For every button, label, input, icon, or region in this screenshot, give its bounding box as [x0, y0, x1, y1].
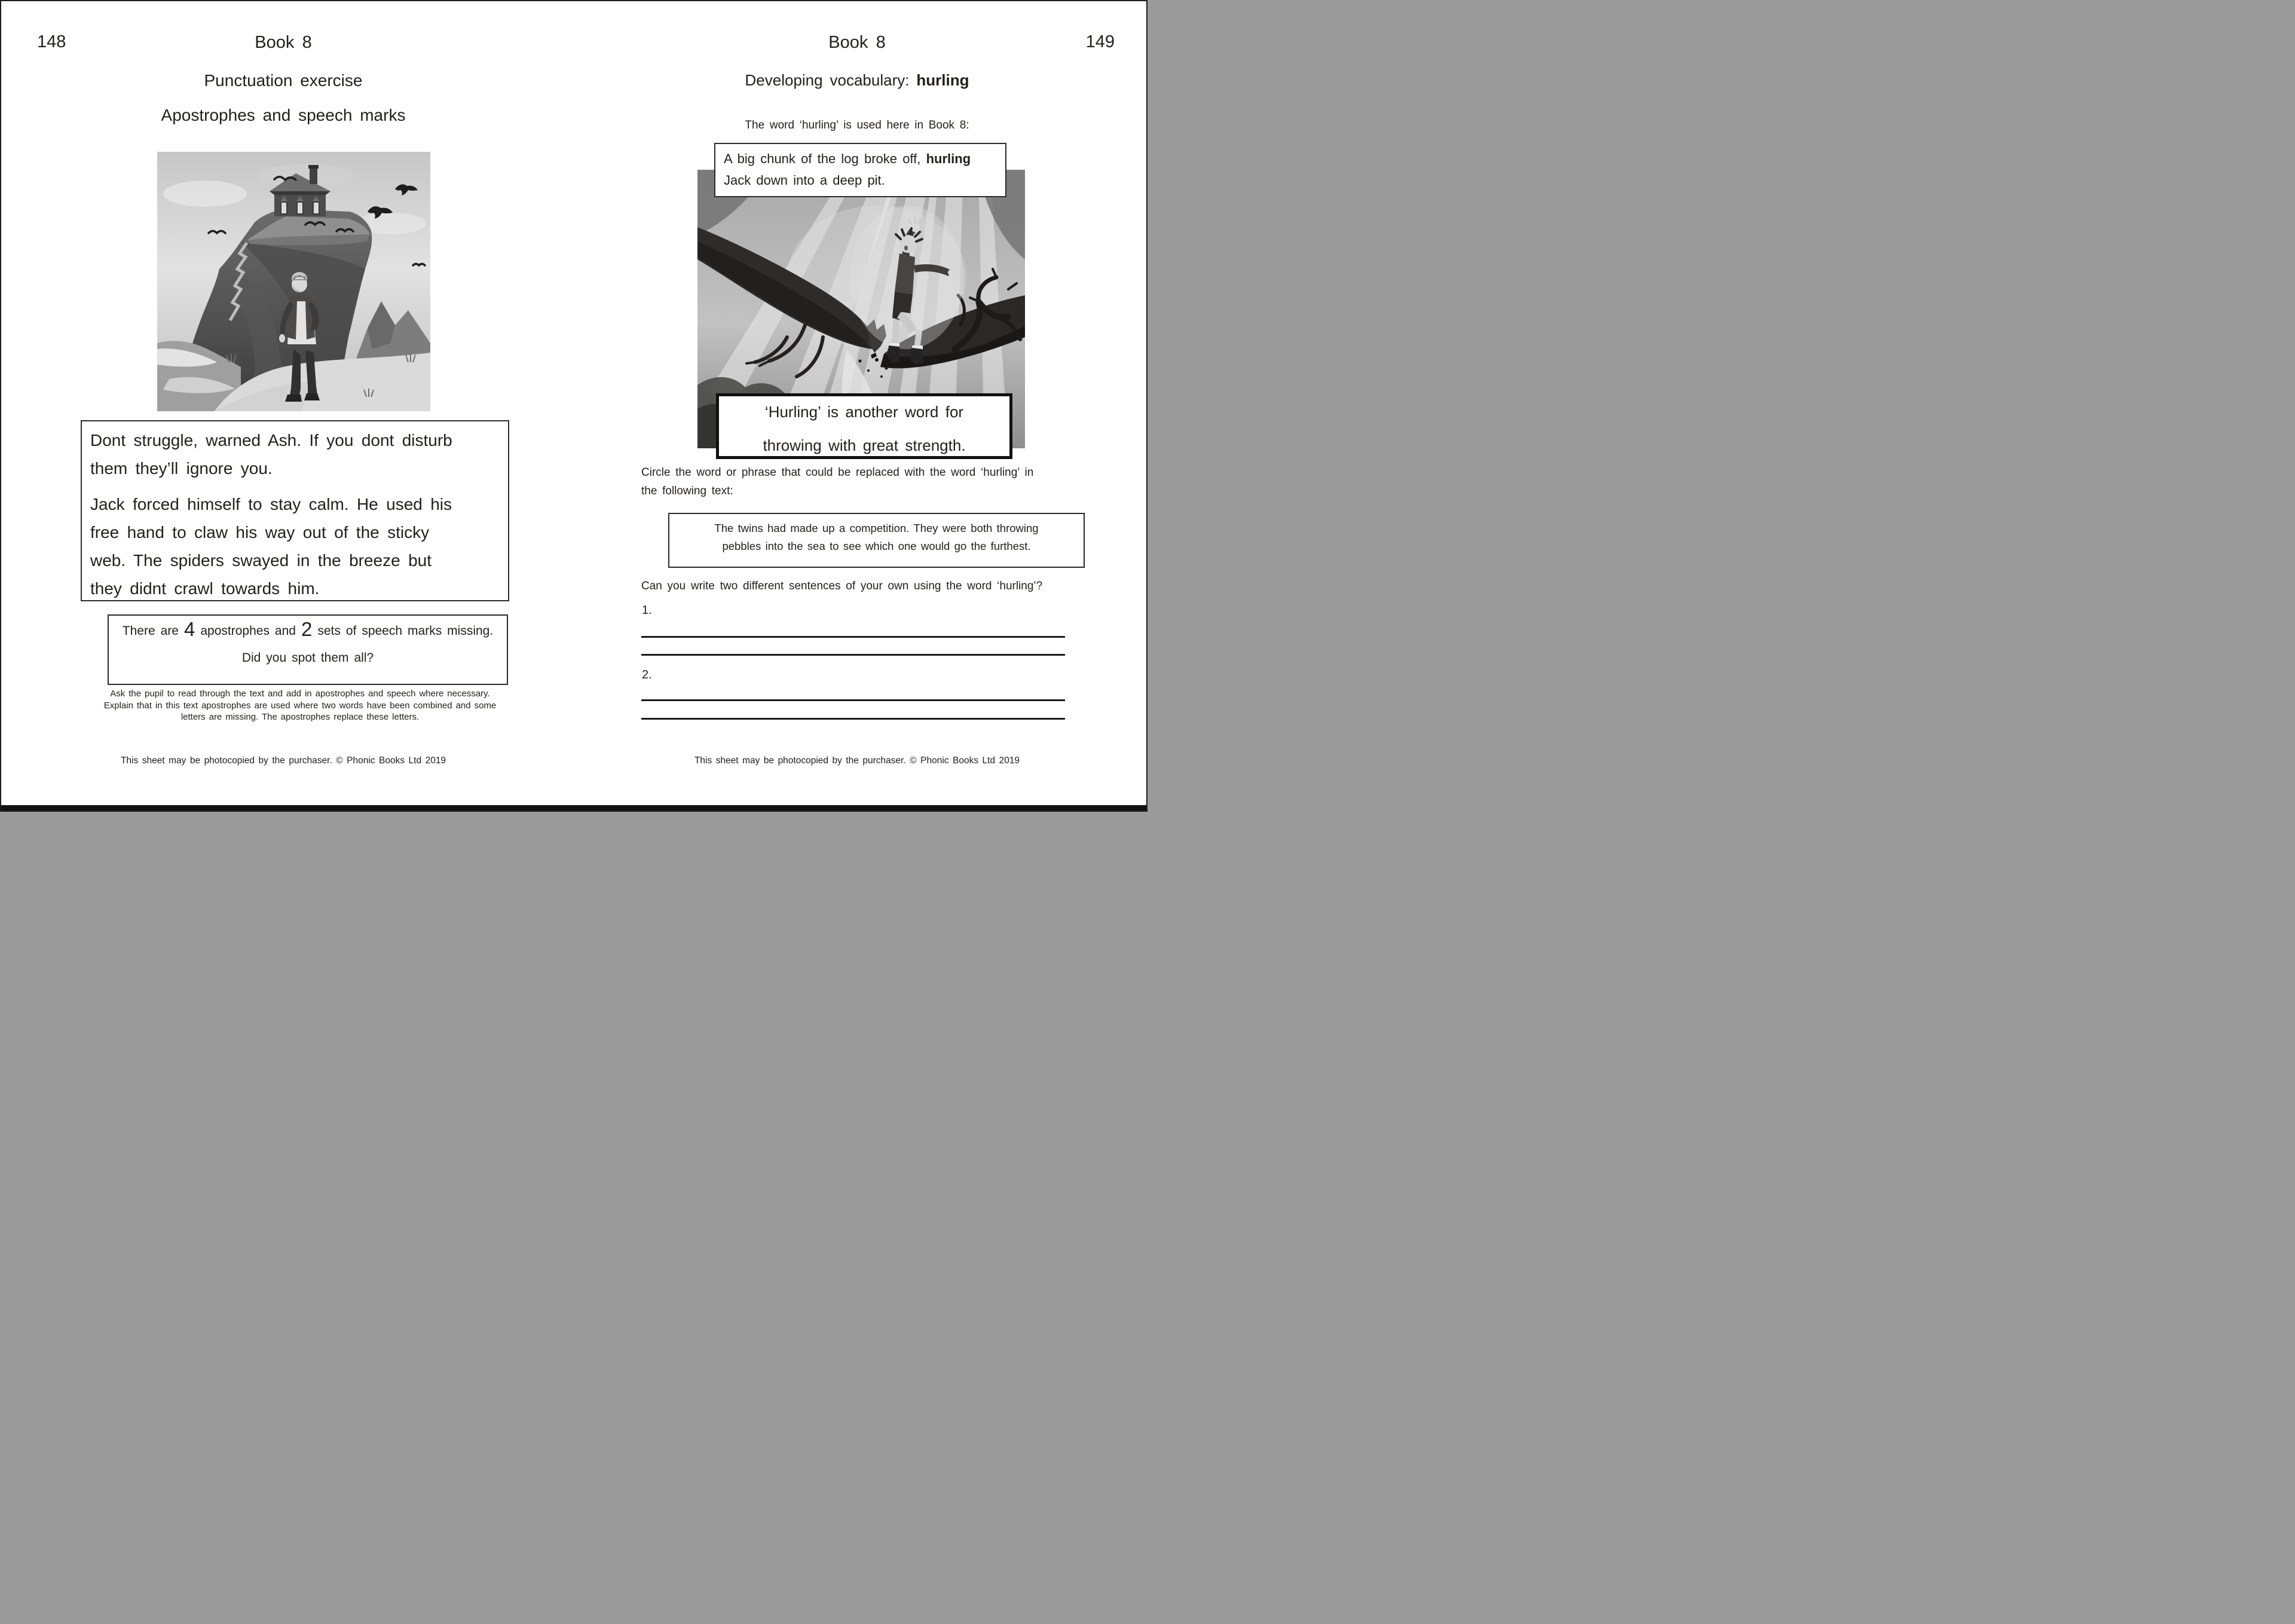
passage-line: Jack forced himself to stay calm. He used his: [90, 495, 452, 513]
cliff-house-illustration: [157, 152, 430, 411]
question-2-label: 2.: [642, 668, 652, 681]
hint-count-speech-marks: 2: [301, 618, 313, 640]
subtitle-apostrophes: Apostrophes and speech marks: [161, 106, 406, 124]
writing-line: [641, 654, 1065, 656]
circle-instruction-line: the following text:: [641, 484, 733, 497]
quote-line: Jack down into a deep pit.: [724, 173, 885, 188]
quote-bold-word: hurling: [926, 151, 971, 166]
definition-line: throwing with great strength.: [763, 436, 966, 454]
definition-line: ‘Hurling’ is another word for: [764, 403, 964, 421]
hint-text: apostrophes and: [200, 624, 296, 638]
passage-line: free hand to claw his way out of the sticky: [90, 523, 430, 542]
page-title-prefix: Developing vocabulary:: [745, 71, 917, 89]
intro-line: The word ‘hurling’ is used here in Book 8:: [745, 119, 969, 131]
quote-box: [714, 143, 1006, 197]
hint-line: [109, 618, 507, 640]
page-number-right: 149: [1085, 32, 1115, 51]
passage-line: them they’ll ignore you.: [90, 459, 273, 478]
quote-text: A big chunk of the log broke off,: [724, 151, 926, 166]
definition-box: [716, 393, 1012, 459]
circle-instruction-line: Circle the word or phrase that could be replaced with the word ‘hurling’ in: [641, 466, 1034, 479]
example-box: [668, 513, 1085, 568]
writing-line: [641, 636, 1065, 638]
example-line: The twins had made up a competition. They were both throwing: [714, 522, 1039, 534]
quote-line: [724, 148, 1005, 170]
write-prompt: Can you write two different sentences of your own using the word ‘hurling’?: [641, 580, 1043, 592]
page-number-left: 148: [37, 32, 66, 51]
hint-question: Did you spot them all?: [241, 651, 374, 665]
workbook-spread: [0, 0, 1148, 812]
writing-line: [641, 718, 1065, 720]
footer-left: This sheet may be photocopied by the purchaser. © Phonic Books Ltd 2019: [120, 756, 446, 766]
teacher-note: [13, 688, 587, 723]
page-bottom-edge: [1, 805, 1146, 811]
teacher-note-line: letters are missing. The apostrophes replace these letters.: [180, 712, 420, 722]
teacher-note-line: Ask the pupil to read through the text and add in apostrophes and speech where necessary.: [110, 689, 490, 699]
hint-text: sets of speech marks missing.: [317, 624, 494, 638]
passage-line: web. The spiders swayed in the breeze but: [90, 551, 432, 570]
hint-text: There are: [122, 624, 179, 638]
book-title-right: Book 8: [828, 33, 886, 52]
passage-box: [81, 420, 509, 601]
cliff-house-illustration-svg: [157, 152, 430, 411]
example-line: pebbles into the sea to see which one would go the furthest.: [722, 540, 1031, 552]
writing-line: [641, 699, 1065, 701]
teacher-note-line: Explain that in this text apostrophes are used where two words have been combined and some: [103, 700, 497, 711]
circle-instruction: [641, 464, 1033, 500]
book-title-left: Book 8: [255, 33, 312, 52]
footer-right: This sheet may be photocopied by the purchaser. © Phonic Books Ltd 2019: [694, 756, 1020, 766]
passage-line: Dont struggle, warned Ash. If you dont disturb: [90, 431, 452, 449]
passage-line: they didnt crawl towards him.: [90, 579, 320, 598]
page-title-word: hurling: [916, 71, 969, 89]
hint-box: [108, 614, 508, 685]
page-title-right: [570, 71, 1144, 90]
subtitle-punctuation: Punctuation exercise: [204, 71, 363, 90]
question-1-label: 1.: [642, 604, 652, 617]
hint-count-apostrophes: 4: [184, 618, 195, 640]
